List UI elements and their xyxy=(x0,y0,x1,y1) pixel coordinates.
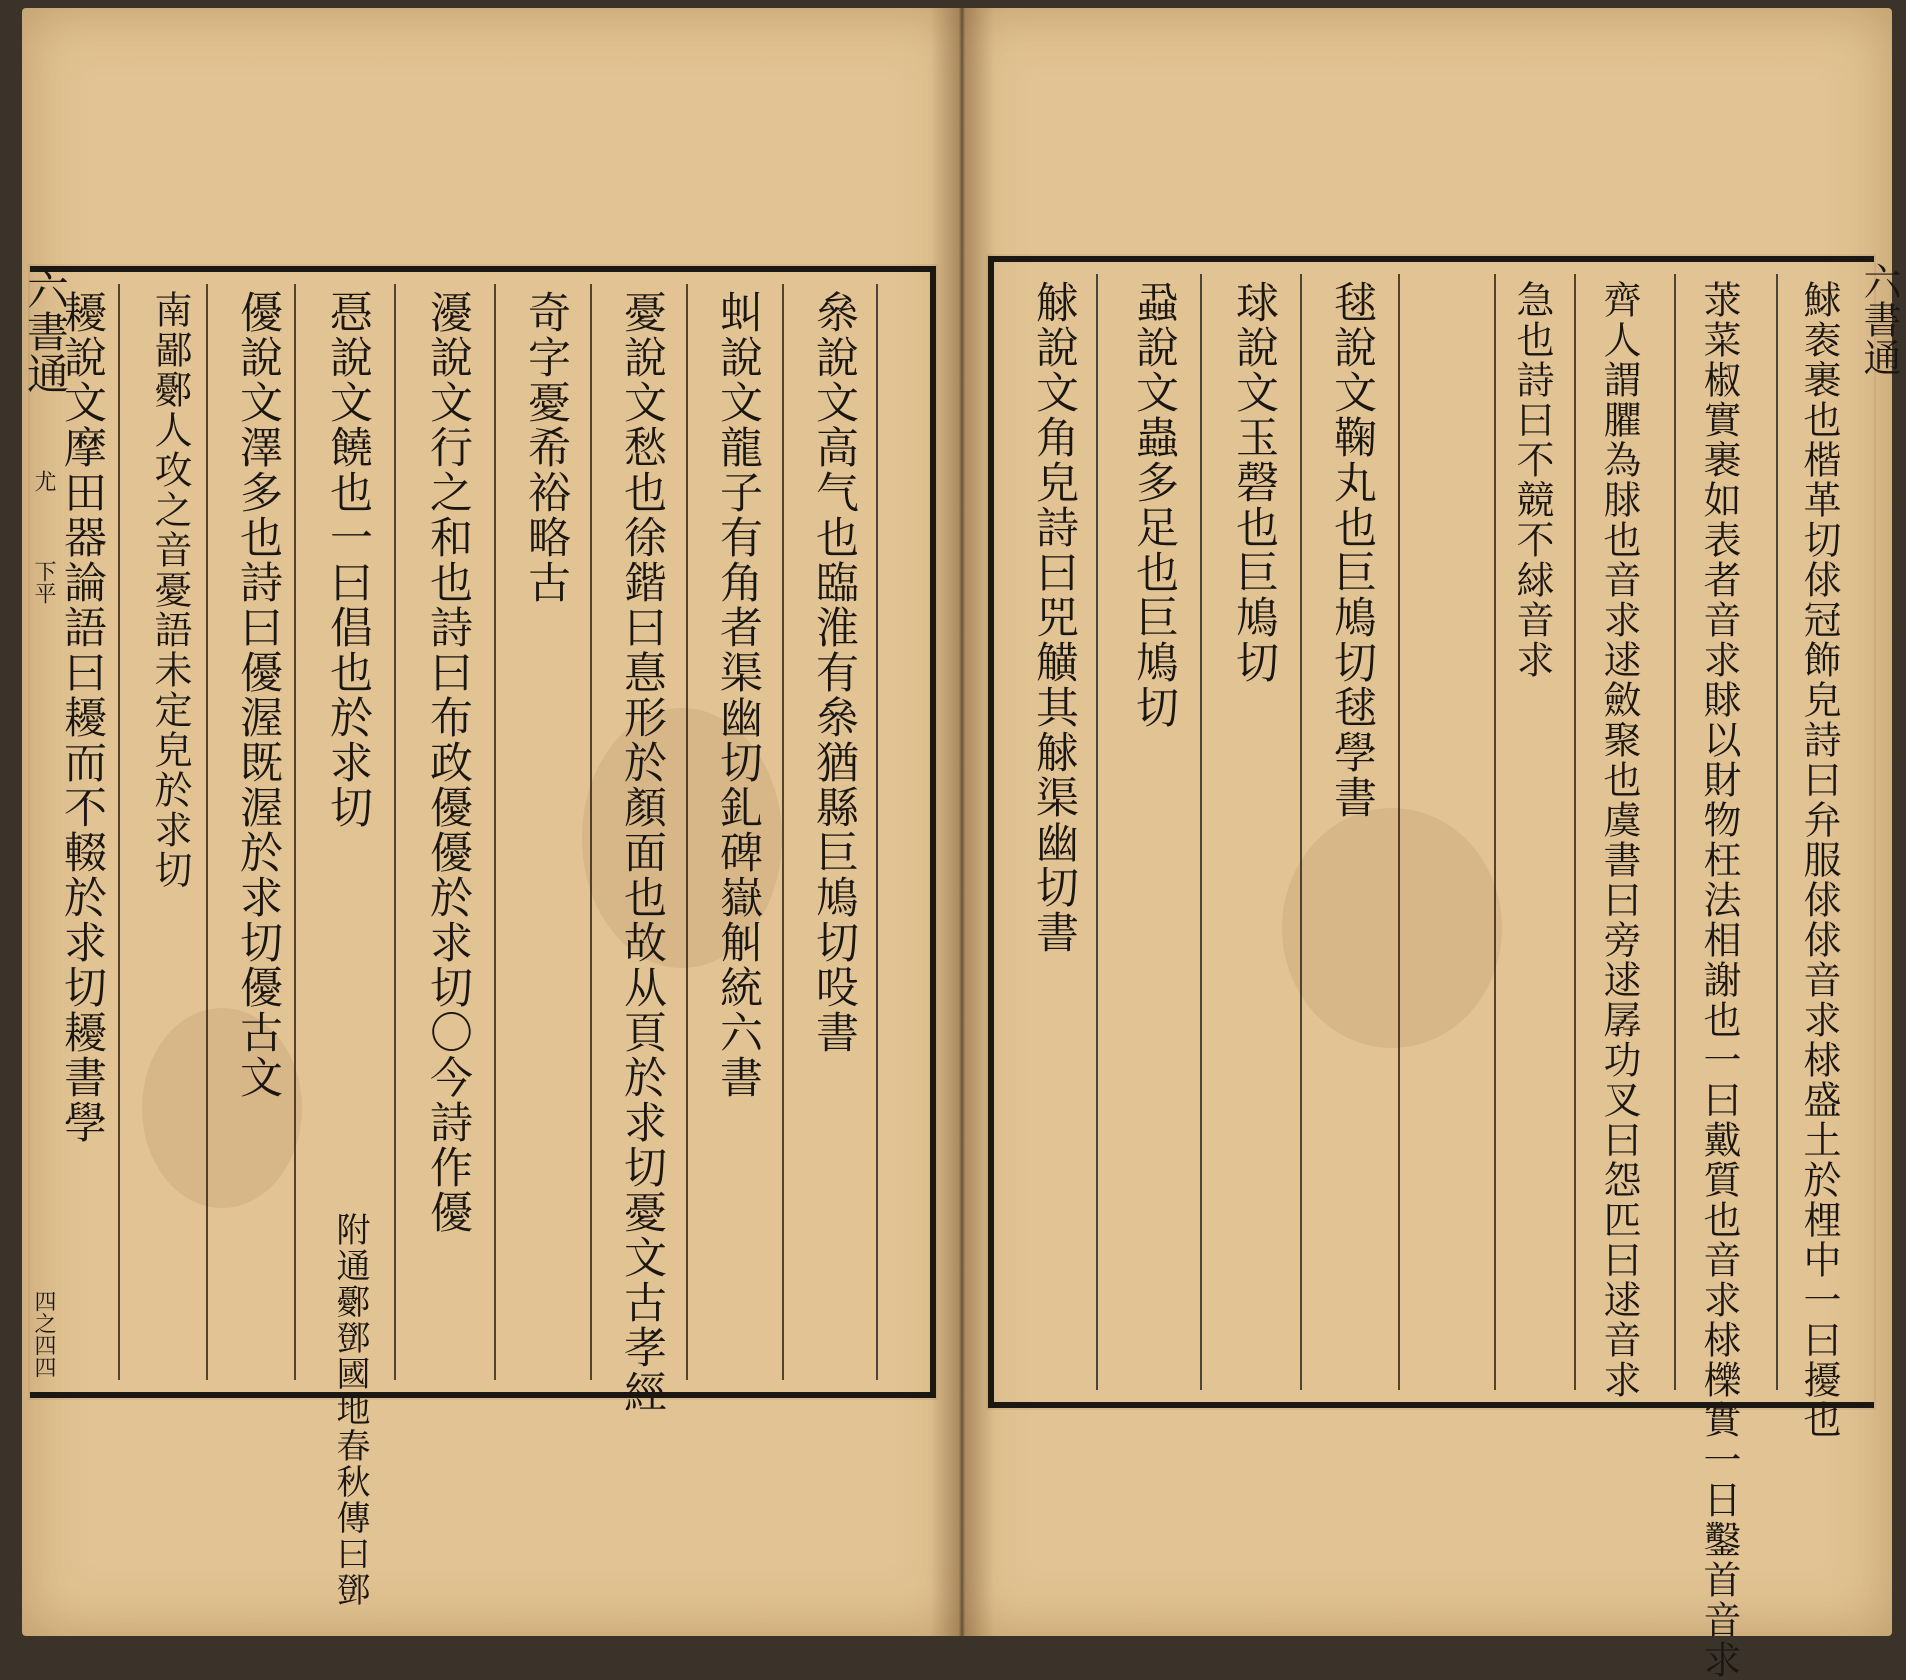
left-margin-volume: 下平 xyxy=(31,560,56,604)
right-text-frame xyxy=(988,256,1874,1680)
right-column-1: 鯄袠裹也楷革切俅冠飾皃詩曰弁服俅俅音求梂盛土於梩中一曰擾也 xyxy=(1797,280,1841,1440)
left-column-8: 優說文澤多也詩曰優渥既渥於求切優古文 xyxy=(233,290,283,1100)
left-column-9: 南鄙鄾人攻之音憂語未定皃於求切 xyxy=(148,290,192,890)
right-column-4: 急也詩曰不競不絿音求 xyxy=(1510,280,1554,680)
right-column-5: 毬說文鞠丸也巨鳩切毬學書 xyxy=(1327,280,1377,820)
left-column-4: 憂說文愁也徐鍇曰惪形於顏面也故从頁於求切憂文古孝經 xyxy=(617,290,667,1415)
left-annex-note: 附通鄾鄧國地春秋傳曰鄧 xyxy=(330,1212,370,1608)
left-text-frame xyxy=(30,266,936,1608)
right-column-6: 球說文玉磬也巨鳩切 xyxy=(1229,280,1279,685)
right-column-7: 蝨說文蟲多足也巨鳩切 xyxy=(1129,280,1179,730)
right-column-8: 觩說文角皃詩曰兕觵其觩渠幽切書 xyxy=(1029,280,1079,955)
left-column-10: 耰說文摩田器論語曰耰而不輟於求切耰書學 xyxy=(57,290,107,1145)
left-column-2: 㕘說文高气也臨淮有㕘猶縣巨鳩切吺書 xyxy=(809,290,859,1055)
left-column-5: 奇字憂希裕略古 xyxy=(521,290,571,605)
left-column-6: 瀀說文行之和也詩曰布政優優於求切〇今詩作優 xyxy=(423,290,473,1235)
right-margin-title: 六書通 xyxy=(1857,262,1901,376)
left-margin-page: 四之四四 xyxy=(31,1290,56,1378)
left-column-7: 㥑說文饒也一曰倡也於求切 xyxy=(323,290,373,830)
left-column-3: 虯說文龍子有角者渠幽切釓碑嶽觓統六書 xyxy=(713,290,763,1100)
left-margin-title: 六書通 xyxy=(21,268,70,394)
left-margin-section: 尤 xyxy=(31,470,56,492)
right-column-2: 莍菜椒實裹如表者音求賕以財物枉法相謝也一曰戴質也音求梂櫟實一日鑿首音求 xyxy=(1697,280,1741,1680)
book-gutter xyxy=(930,8,994,1636)
right-column-3: 齊人謂臞為脙也音求逑斂聚也虞書曰旁逑孱功叉曰怨匹曰逑音求 xyxy=(1597,280,1641,1400)
